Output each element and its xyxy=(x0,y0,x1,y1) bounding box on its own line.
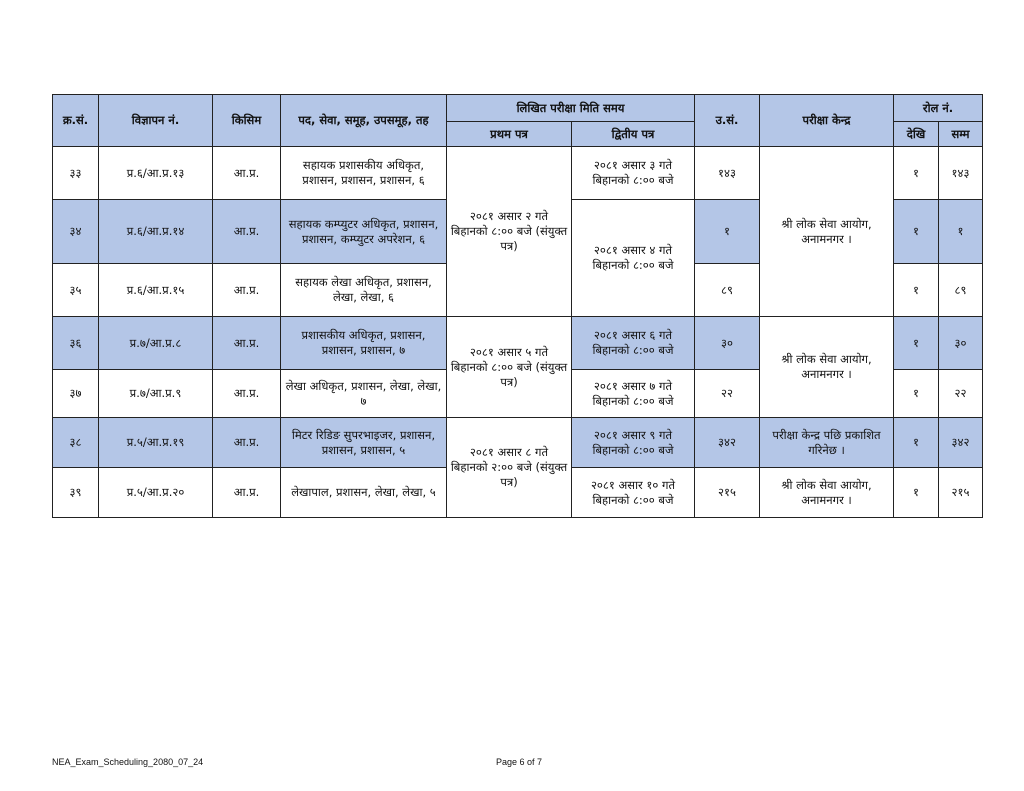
cell-post: सहायक प्रशासकीय अधिकृत, प्रशासन, प्रशासन, प्रशासन, ६ xyxy=(281,147,447,200)
cell-roll-from: १ xyxy=(894,370,939,418)
cell-post: लेखा अधिकृत, प्रशासन, लेखा, लेखा, ७ xyxy=(281,370,447,418)
cell-sn: ३८ xyxy=(53,418,99,468)
cell-adv: प्र.६/आ.प्र.१३ xyxy=(99,147,213,200)
cell-roll-from: १ xyxy=(894,317,939,370)
cell-sn: ३५ xyxy=(53,264,99,317)
cell-count: २२ xyxy=(695,370,760,418)
cell-center-merged: श्री लोक सेवा आयोग, अनामनगर । xyxy=(760,317,894,418)
cell-count: २१५ xyxy=(695,468,760,518)
cell-post: मिटर रिडिङ सुपरभाइजर, प्रशासन, प्रशासन, प्रशासन, ५ xyxy=(281,418,447,468)
cell-count: १४३ xyxy=(695,147,760,200)
cell-adv: प्र.६/आ.प्र.१४ xyxy=(99,200,213,264)
exam-schedule-table xyxy=(52,94,983,518)
cell-roll-to: २२ xyxy=(939,370,983,418)
footer-page-number: Page 6 of 7 xyxy=(496,757,543,767)
cell-type: आ.प्र. xyxy=(213,370,281,418)
cell-second-paper-merged: २०८१ असार ४ गते बिहानको ८:०० बजे xyxy=(572,200,695,317)
cell-roll-to: ३४२ xyxy=(939,418,983,468)
cell-type: आ.प्र. xyxy=(213,147,281,200)
cell-adv: प्र.५/आ.प्र.२० xyxy=(99,468,213,518)
cell-second-paper: २०८१ असार ६ गते बिहानको ८:०० बजे xyxy=(572,317,695,370)
cell-count: ३० xyxy=(695,317,760,370)
header-sn: क्र.सं. xyxy=(53,95,99,147)
header-candidates: उ.सं. xyxy=(695,95,760,147)
cell-post: लेखापाल, प्रशासन, लेखा, लेखा, ५ xyxy=(281,468,447,518)
cell-adv: प्र.७/आ.प्र.८ xyxy=(99,317,213,370)
table-row xyxy=(53,147,983,200)
cell-second-paper: २०८१ असार ३ गते बिहानको ८:०० बजे xyxy=(572,147,695,200)
cell-center: श्री लोक सेवा आयोग, अनामनगर । xyxy=(760,468,894,518)
cell-second-paper: २०८१ असार ७ गते बिहानको ८:०० बजे xyxy=(572,370,695,418)
header-post: पद, सेवा, समूह, उपसमूह, तह xyxy=(281,95,447,147)
cell-second-paper: २०८१ असार १० गते बिहानको ८:०० बजे xyxy=(572,468,695,518)
header-type: किसिम xyxy=(213,95,281,147)
cell-post: प्रशासकीय अधिकृत, प्रशासन, प्रशासन, प्रशासन, ७ xyxy=(281,317,447,370)
cell-sn: ३३ xyxy=(53,147,99,200)
cell-roll-from: १ xyxy=(894,200,939,264)
table-row xyxy=(53,317,983,370)
cell-roll-to: १४३ xyxy=(939,147,983,200)
cell-roll-from: १ xyxy=(894,418,939,468)
footer-filename: NEA_Exam_Scheduling_2080_07_24 xyxy=(52,757,204,767)
table-row xyxy=(53,418,983,468)
cell-type: आ.प्र. xyxy=(213,317,281,370)
cell-type: आ.प्र. xyxy=(213,264,281,317)
cell-roll-from: १ xyxy=(894,264,939,317)
header-roll-from: देखि xyxy=(894,122,939,147)
cell-roll-from: १ xyxy=(894,147,939,200)
cell-adv: प्र.५/आ.प्र.१९ xyxy=(99,418,213,468)
cell-first-paper-merged: २०८१ असार २ गते बिहानको ८:०० बजे (संयुक्त पत्र) xyxy=(447,147,572,317)
header-roll-no: रोल नं. xyxy=(894,95,983,122)
cell-roll-to: २१५ xyxy=(939,468,983,518)
cell-sn: ३४ xyxy=(53,200,99,264)
cell-count: ३४२ xyxy=(695,418,760,468)
cell-first-paper-merged: २०८१ असार ८ गते बिहानको २:०० बजे (संयुक्त पत्र) xyxy=(447,418,572,518)
header-center: परीक्षा केन्द्र xyxy=(760,95,894,147)
cell-adv: प्र.६/आ.प्र.१५ xyxy=(99,264,213,317)
cell-post: सहायक कम्प्युटर अधिकृत, प्रशासन, प्रशासन, कम्प्युटर अपरेशन, ६ xyxy=(281,200,447,264)
header-roll-to: सम्म xyxy=(939,122,983,147)
cell-center-merged: श्री लोक सेवा आयोग, अनामनगर । xyxy=(760,147,894,317)
cell-adv: प्र.७/आ.प्र.९ xyxy=(99,370,213,418)
cell-sn: ३९ xyxy=(53,468,99,518)
cell-sn: ३६ xyxy=(53,317,99,370)
cell-roll-to: १ xyxy=(939,200,983,264)
cell-second-paper: २०८१ असार ९ गते बिहानको ८:०० बजे xyxy=(572,418,695,468)
cell-count: १ xyxy=(695,200,760,264)
header-written-exam: लिखित परीक्षा मिति समय xyxy=(447,95,695,122)
cell-roll-to: ३० xyxy=(939,317,983,370)
header-first-paper: प्रथम पत्र xyxy=(447,122,572,147)
cell-first-paper-merged: २०८१ असार ५ गते बिहानको ८:०० बजे (संयुक्त पत्र) xyxy=(447,317,572,418)
header-adv-no: विज्ञापन नं. xyxy=(99,95,213,147)
cell-center: परीक्षा केन्द्र पछि प्रकाशित गरिनेछ । xyxy=(760,418,894,468)
header-second-paper: द्वितीय पत्र xyxy=(572,122,695,147)
cell-type: आ.प्र. xyxy=(213,418,281,468)
cell-sn: ३७ xyxy=(53,370,99,418)
cell-type: आ.प्र. xyxy=(213,468,281,518)
cell-count: ८९ xyxy=(695,264,760,317)
cell-roll-to: ८९ xyxy=(939,264,983,317)
cell-roll-from: १ xyxy=(894,468,939,518)
cell-post: सहायक लेखा अधिकृत, प्रशासन, लेखा, लेखा, ६ xyxy=(281,264,447,317)
cell-type: आ.प्र. xyxy=(213,200,281,264)
